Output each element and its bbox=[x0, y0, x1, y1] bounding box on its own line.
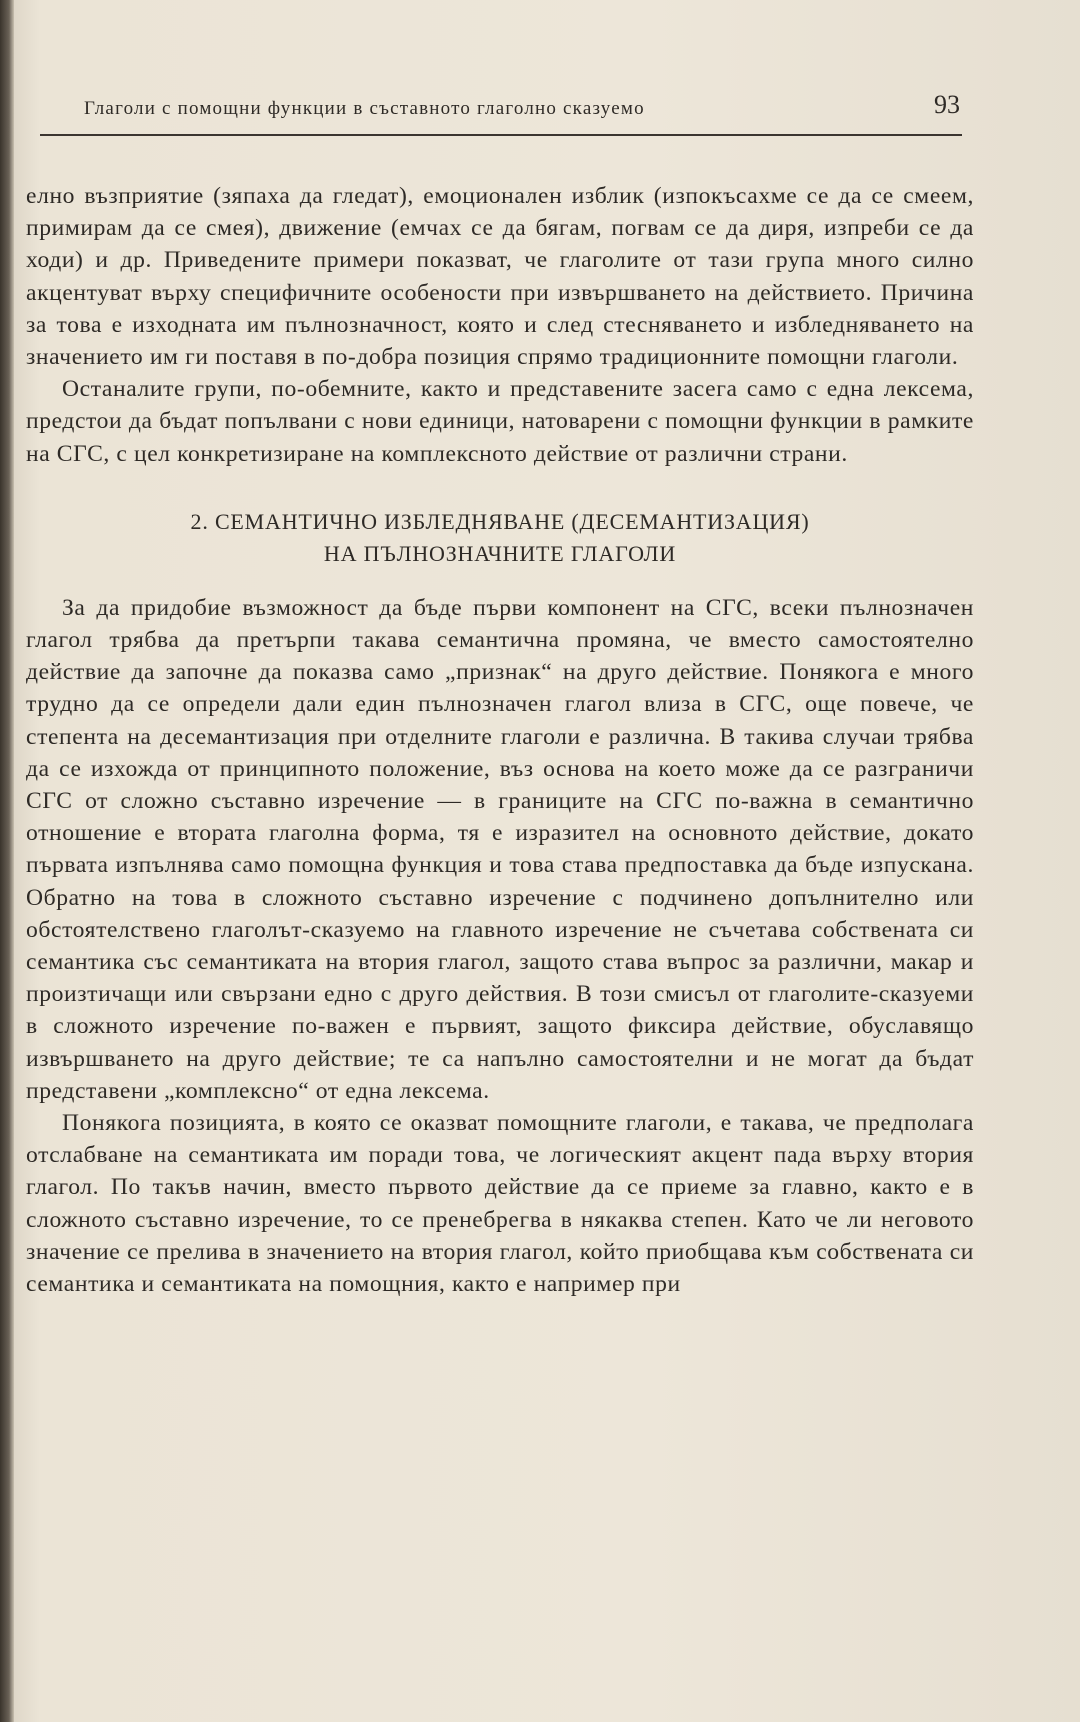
section-heading bbox=[26, 506, 974, 570]
paragraph-3: За да придобие възможност да бъде първи компонент на СГС, всеки пълнозначен глагол трябва да претърпи такава семантична промяна, че вместо самостоятелно действие да започне да показва само „признак“ на друго действие. Понякога е много трудно да се определи дали един пълнозначен глагол влиза в СГС, още повече, че степента на десемантизация при отделните глаголи е различна. В такива случаи трябва да се изхожда от принципното положение, въз основа на което може да се разграничи СГС от сложно съставно изречение — в границите на СГС по-важна в семантично отношение е втората глаголна форма, тя е изразител на основното действие, докато първата изпълнява само помощна функция и това става предпоставка да бъде изпускана. Обратно на това в сложното съставно изречение с подчинено допълнително или обстоятелствено глаголът-сказуемо на главното изречение не съчетава собствената си семантика със семантиката на втория глагол, защото става въпрос за различни, макар и произтичащи или свързани едно с друго действия. В този смисъл от глаголите-сказуеми в сложното изречение по-важен е първият, защото фиксира действие, обуславящо извършването на друго действие; те са напълно самостоятелни и не могат да бъдат представени „комплексно“ от една лексема. bbox=[26, 594, 974, 1104]
page-body bbox=[26, 180, 974, 1300]
book-binding-edge bbox=[0, 0, 14, 1722]
page-header bbox=[80, 88, 960, 132]
running-head: Глаголи с помощни функции в съставното глаголно сказуемо bbox=[84, 98, 645, 119]
page-number: 93 bbox=[934, 90, 960, 119]
paragraph-1: елно възприятие (зяпаха да гледат), емоционален изблик (изпокъсахме се да се смеем, примирам да се смея), движение (емчах се да бягам, погвам се да диря, изпреби се да ходи) и др. Приведените примери показват, че глаголите от тази група много силно акцентуват върху специфичните особености при извършването на действието. Причина за това е изходната им пълнозначност, която и след стесняването и избледняването на значението им ги поставя в по-добра позиция спрямо традиционните помощни глаголи. bbox=[26, 183, 974, 371]
header-rule bbox=[40, 134, 962, 136]
paragraph-2: Останалите групи, по-обемните, както и представените засега само с една лексема, предстои да бъдат попълвани с нови единици, натоварени с помощни функции в рамките на СГС, с цел конкретизиране на комплексното действие от различни страни. bbox=[26, 376, 974, 467]
section-heading-line-1: 2. СЕМАНТИЧНО ИЗБЛЕДНЯВАНЕ (ДЕСЕМАНТИЗАЦИЯ) bbox=[190, 508, 810, 534]
section-heading-line-2: НА ПЪЛНОЗНАЧНИТЕ ГЛАГОЛИ bbox=[323, 540, 677, 566]
paragraph-4: Понякога позицията, в която се оказват помощните глаголи, е такава, че предполага отслабване на семантиката им поради това, че логическият акцент пада върху втория глагол. По такъв начин, вместо първото действие да се приеме за главно, както е в сложното съставно изречение, то се пренебрегва в някаква степен. Като че ли неговото значение се прелива в значението на втория глагол, който приобщава към собствената си семантика и семантиката на помощния, както е например при bbox=[26, 1110, 974, 1298]
